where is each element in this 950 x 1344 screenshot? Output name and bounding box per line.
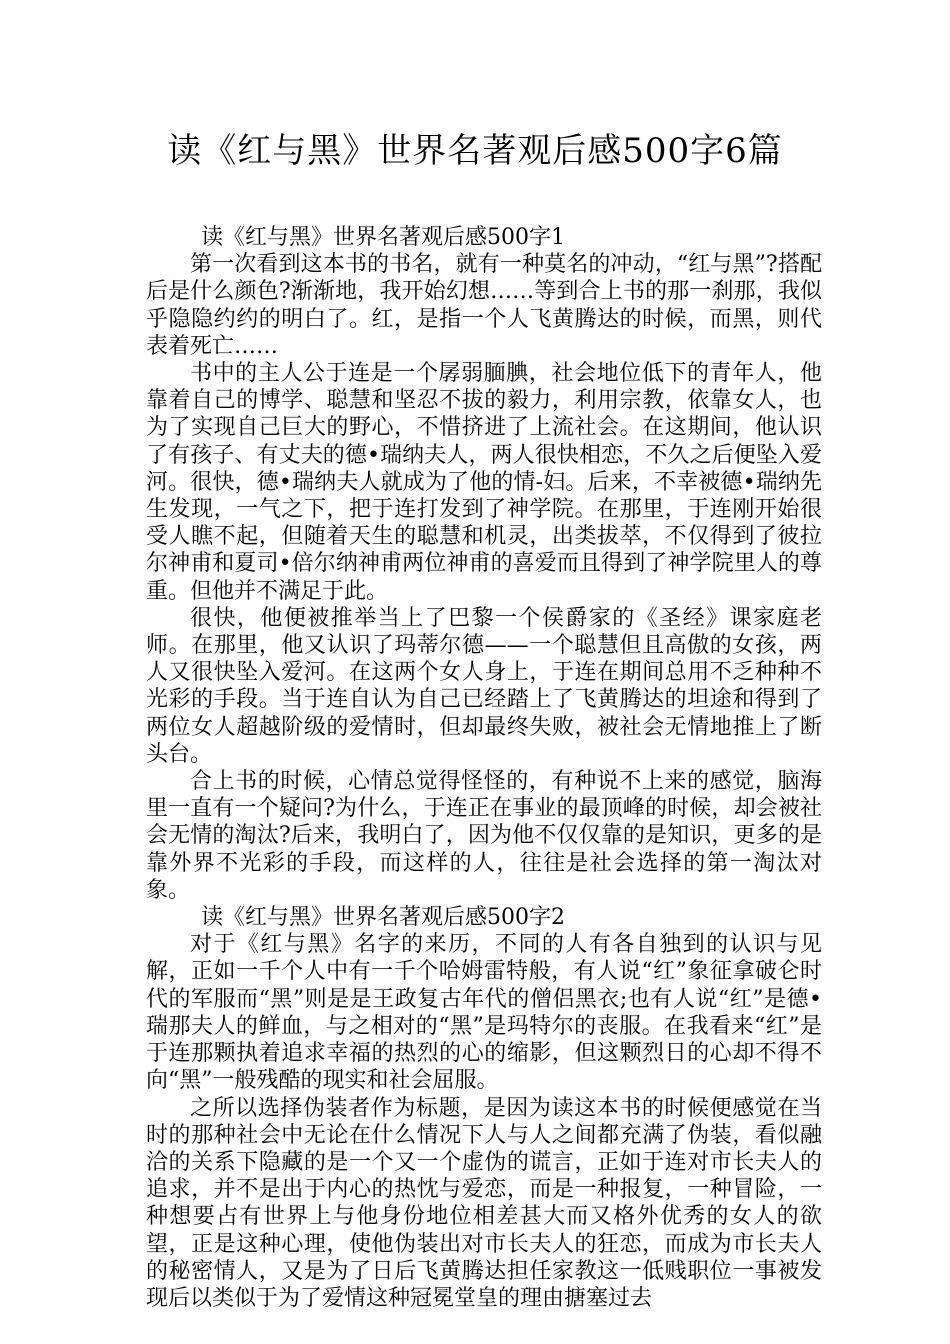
document-title: 读《红与黑》世界名著观后感500字6篇: [167, 131, 783, 171]
paragraph: 之所以选择伪装者作为标题，是因为读这本书的时候便感觉在当时的那种社会中无论在什么情况下人与人之间都充满了伪装，看似融洽的关系下隐藏的是一个又一个虚伪的谎言，正如于连对市长夫人的追求，并不是出于内心的热忱与爱恋，而是一种报复，一种冒险，一种想要占有世界上与他身份地位相差甚大而又格外优秀的女人的欲望，正是这种心理，使他伪装出对市长夫人的狂恋，而成为市长夫人的秘密情人，又是为了日后飞黄腾达担任家教这一低贱职位一事被发现后以类似于为了爱情这种冠冕堂皇的理由搪塞过去: [146, 1095, 822, 1311]
paragraph: 很快，他便被推举当上了巴黎一个侯爵家的《圣经》课家庭老师。在那里，他又认识了玛蒂尔德——一个聪慧但且高傲的女孩，两人又很快坠入爱河。在这两个女人身上，于连在期间总用不乏种种不光彩的手段。当于连自认为自己已经踏上了飞黄腾达的坦途和得到了两位女人超越阶级的爱情时，但却最终失败，被社会无情地推上了断头台。: [146, 605, 822, 767]
document-body: [146, 224, 822, 1312]
paragraph: 合上书的时候，心情总觉得怪怪的，有种说不上来的感觉，脑海里一直有一个疑问?为什么，于连正在事业的最顶峰的时候，却会被社会无情的淘汰?后来，我明白了，因为他不仅仅靠的是知识，更多的是靠外界不光彩的手段，而这样的人，往往是社会选择的第一淘汰对象。: [146, 769, 822, 903]
paragraph: 书中的主人公于连是一个孱弱腼腆，社会地位低下的青年人，他靠着自己的博学、聪慧和坚忍不拔的毅力，利用宗教，依靠女人，也为了实现自己巨大的野心，不惜挤进了上流社会。在这期间，他认识了有孩子、有丈夫的德•瑞纳夫人，两人很快相恋，不久之后便坠入爱河。很快，德•瑞纳夫人就成为了他的情-妇。后来，不幸被德•瑞纳先生发现，一气之下，把于连打发到了神学院。在那里，于连刚开始很受人瞧不起，但随着天生的聪慧和机灵，出类拔萃，不仅得到了彼拉尔神甫和夏司•倍尔纳神甫两位神甫的喜爱而且得到了神学院里人的尊重。但他并不满足于此。: [146, 361, 822, 604]
section-heading-1: 读《红与黑》世界名著观后感500字1: [201, 225, 565, 250]
section-heading-2: 读《红与黑》世界名著观后感500字2: [201, 905, 565, 931]
paragraph: 对于《红与黑》名字的来历，不同的人有各自独到的认识与见解，正如一千个人中有一千个哈姆雷特般，有人说“红”象征拿破仑时代的军服而“黑”则是是王政复古年代的僧侣黑衣;也有人说“红”是德•瑞那夫人的鲜血，与之相对的“黑”是玛特尔的丧服。在我看来“红”是于连那颗执着追求幸福的热烈的心的缩影，但这颗烈日的心却不得不向“黑”一般残酷的现实和社会屈服。: [146, 932, 822, 1094]
paragraph: 第一次看到这本书的书名，就有一种莫名的冲动，“红与黑”?搭配后是什么颜色?渐渐地，我开始幻想……等到合上书的那一刹那，我似乎隐隐约约的明白了。红，是指一个人飞黄腾达的时候，而黑，则代表着死亡……: [146, 252, 822, 359]
